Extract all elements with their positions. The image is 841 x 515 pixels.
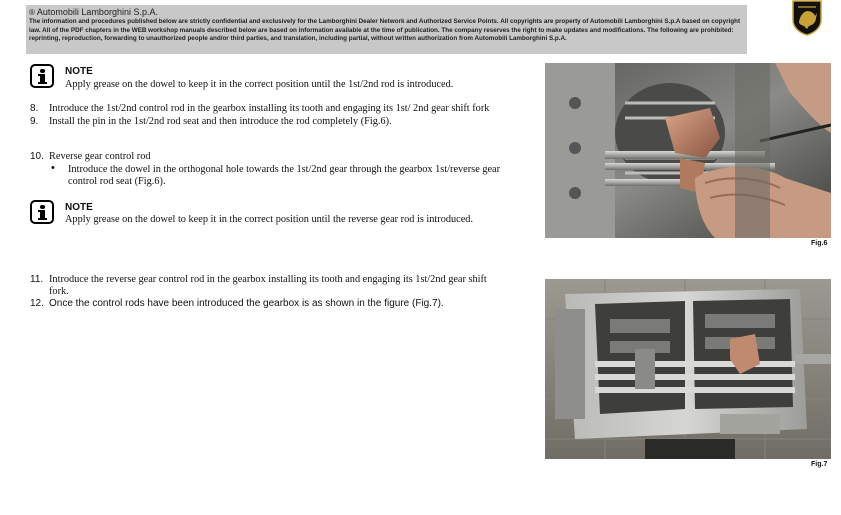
step-text: Install the pin in the 1st/2nd rod seat and then introduce the rod completely (Fig.6).	[49, 116, 392, 127]
note-text: Apply grease on the dowel to keep it in the correct position until the 1st/2nd rod is introduced.	[65, 79, 454, 90]
note-text: Apply grease on the dowel to keep it in the correct position until the reverse gear rod is introduced.	[65, 214, 474, 225]
step-title: Reverse gear control rod	[49, 151, 151, 162]
step-text-line2: fork.	[49, 286, 69, 297]
registered-symbol: ®	[29, 8, 35, 17]
figure-7-photo	[545, 279, 831, 459]
step-number: 8.	[30, 103, 39, 114]
figure-6-caption: Fig.6	[811, 240, 828, 247]
confidentiality-notice: The information and procedures published below are strictly confidential and exclusively for the Lamborghini Dealer Network and Authorized Service Points. All copyrights are property of Automobili Lamborghini S.p.A based on copyright law. All of the PDF chapters in the WEB workshop manuals described below are based on information available at the time of publication. The company reserves the right to make updates and modifications. The following are prohibited: reprinting, reproduction, forwarding to unauthorized people and/or third parties, and translation, including partial, without written authorization from Automobili Lamborghini S.p.A.	[29, 18, 741, 43]
bullet-text-line1: Introduce the dowel in the orthogonal hole towards the 1st/2nd gear through the gearbox 1st/reverse gear	[68, 164, 501, 175]
lamborghini-logo	[790, 0, 824, 36]
figure-6-photo	[545, 63, 831, 238]
note-info-icon	[30, 200, 54, 224]
step-number: 9.	[30, 116, 39, 127]
bullet-icon: •	[51, 162, 55, 174]
step-text-line1: Introduce the reverse gear control rod in the gearbox installing its tooth and engaging its 1st/2nd gear shift	[49, 274, 487, 285]
copyright-header	[26, 5, 747, 54]
company-name: Automobili Lamborghini S.p.A.	[36, 7, 158, 17]
note-title: NOTE	[65, 202, 93, 213]
figure-7-caption: Fig.7	[811, 461, 828, 468]
note-info-icon	[30, 64, 54, 88]
note-title: NOTE	[65, 66, 93, 77]
step-text: Once the control rods have been introduced the gearbox is as shown in the figure (Fig.7).	[49, 298, 444, 309]
step-text: Introduce the 1st/2nd control rod in the gearbox installing its tooth and engaging its 1st/ 2nd gear shift fork	[49, 103, 490, 114]
bullet-text-line2: control rod seat (Fig.6).	[68, 176, 166, 187]
copyright-line	[29, 7, 158, 17]
step-number: 11.	[30, 274, 44, 285]
step-number: 12.	[30, 298, 44, 309]
step-number: 10.	[30, 151, 44, 162]
